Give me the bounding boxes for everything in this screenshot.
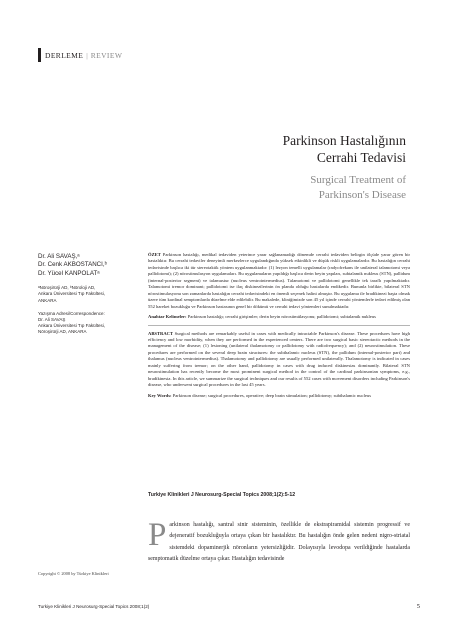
author-name: Dr. Ali SAVAŞ,ᵃ [38, 253, 80, 260]
drop-cap: P [148, 517, 167, 553]
section-header [38, 48, 122, 62]
abstract-en-label: ABSTRACT [148, 330, 174, 336]
article-body [148, 517, 410, 565]
abstract-en-text: Surgical methods are remarkably useful in cases with medically intractable Parkinson's disease. These procedures have high efficiency and low morbidity, when they are performed in the experienced centers. There are two surgical basic stereotactic methods in the management of the disease; (1) lesioning (unilateral thalamotomy or pallidotomy with radiofrequency); and (2) neurostimulation. These procedures are performed on the several deep brain structures: the subthalamic nucleus (STN), the pallidum (internal-posterior part) and thalamus (nucleus ventrointermedius). Thalamotomy and pallidotomy are usually performed unilaterally. Thalamotomy is indicated in cases mainly suffering from tremor; on the other hand, pallidotomy in cases with drug induced diskinesias dominantly. Bilateral STN neurostimulation has recently become the most prominent surgical method in the control of the cardinal parkinsonian symptoms, e.g., bradikinesia. In this article, we summarize the surgical techniques and our results of 552 cases with movement disorders including Parkinson's disease, who underwent surgical procedures in the last 45 years. [148, 330, 410, 388]
section-marker-bar [38, 48, 41, 62]
abstract-turkish [148, 252, 410, 310]
author-names [38, 253, 136, 278]
page-number: 5 [416, 603, 420, 610]
keywords-turkish [148, 314, 410, 320]
keywords-tr-text: Parkinson hastalığı; cerrahi girişimler; derin beyin nörostimülasyonu; pallidotomi; subtalamik nukleus [187, 314, 376, 320]
abstracts-column [148, 252, 410, 399]
journal-citation: Turkiye Klinikleri J Neurosurg-Special Topics 2008;1(2):5-12 [148, 492, 296, 498]
abstract-english [148, 331, 410, 389]
author-column [38, 253, 136, 336]
keywords-en-text: Parkinson disease; surgical procedures, operative; deep brain stimulation; pallidotomy; subthalamic nucleus [172, 392, 371, 398]
title-english: Surgical Treatment of Parkinson's Disease [310, 174, 406, 201]
author-name: Dr. Yücel KANPOLATᵃ [38, 269, 100, 277]
keywords-tr-label: Anahtar Kelimeler: [148, 314, 187, 320]
section-label-tr: DERLEME [45, 50, 84, 60]
section-label-en: REVIEW [90, 50, 123, 60]
author-name: Dr. Cenk AKBOSTANCI,ᵇ [38, 261, 107, 269]
title-turkish: Parkinson Hastalığının Cerrahi Tedavisi [282, 133, 406, 165]
article-title-block [156, 132, 406, 203]
body-paragraph: arkinson hastalığı, santral sinir sisteminin, özellikle de ekstrapiramidal sistemin progressif ve dejeneratif bozukluğuyla ortaya çıkan bir hastalıktır. Bu hastalığın önde gelen nedeni nigro-striatal sistemdeki dopaminerjik nöronların yetersizliğidir. Dolayısıyla levodopa verildiğinde hastalarda semptomatik düzelme ortaya çıkar. Hastalığın tedavisinde [148, 522, 410, 562]
correspondence-address: Dr. Ali SAVAŞ Ankara Üniversitesi Tıp Fakültesi, Nöroşirürji AD, ANKARA [38, 317, 105, 335]
correspondence-label: Yazışma Adresi/Correspondence: [38, 310, 105, 316]
section-separator: | [86, 50, 88, 60]
keywords-english [148, 393, 410, 399]
keywords-en-label: Key Words: [148, 392, 172, 398]
page-footer [38, 603, 420, 610]
affiliations: ᵃNöroşirürji AD, ᵇNöroloji AD, Ankara Üniversitesi Tıp Fakültesi, ANKARA [38, 285, 105, 303]
abstract-tr-text: Parkinson hastalığı, medikal tedaviden yeterince yarar sağlanamadığı dönemde cerrahi tedaviden belirgin ölçüde yarar gören bir hastalıktır. Bu cerrahi tedaviler deneyimli merkezlerce uygulandığında yüksek etkinlikli ve düşük riskli uygulamalardır. Bu hastalığın cerrahi tedavisinde başlıca iki tür stereotaktik yöntem uygulanmaktadır: (1) lezyon temelli uygulamalar (radyofrekans ile unilateral talamotomi veya pallidotomi); (2) nörostimulasyon uygulamaları. Bu uygulamaların yapıldığı başlıca derin beyin yapıları, subtalamik nukleus (STN), pallidum (internal-posterior segment) ve talamustur (nucleus ventrointermedius). Talamotomi ve pallidotomi genellikle tek taraflı yapılmaktadır. Talamotomi tremor dominant; pallidotomi ise ilaç diskinezilerinin ön planda olduğu hastalarda endikedir. Bununla birlikte, bilateral STN nörostimulasyonu son zamanlarda hastalığın cerrahi tedavisindeki en önemli seçenek halini almıştır. Bu uygulama ile bradikinezi başta olmak üzere tüm kardinal semptomlarda düzelme elde edilebilir. Bu makalede, kliniğimizde son 45 yıl içinde cerrahi yöntemlerle tedavi edilmiş olan 552 hareket bozukluğu ve Parkinson hastasının genel bir dökümü ve cerrahi tedavi yöntemleri sunulmaktadır. [148, 252, 411, 309]
abstract-tr-label: ÖZET [148, 252, 161, 257]
copyright-notice: Copyright © 2008 by Türkiye Klinikleri [38, 571, 109, 576]
footer-journal: Turkiye Klinikleri J Neurosurg-Special Topics 2008;1(2) [38, 604, 150, 609]
abstract-divider [148, 325, 410, 326]
